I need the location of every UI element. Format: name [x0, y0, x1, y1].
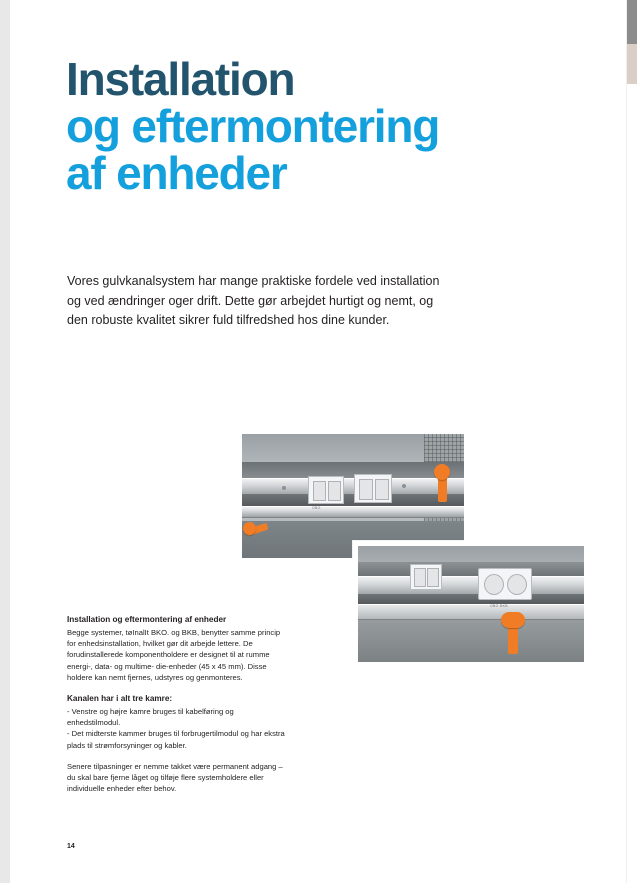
page-title: [66, 53, 566, 199]
right-margin-bar-bottom: [627, 84, 637, 883]
holder-slot: [427, 568, 439, 587]
trunking-imprint-label: OBO BKB: [490, 604, 508, 608]
body-column: [67, 614, 289, 804]
screw-head: [282, 486, 286, 490]
holder-slot: [414, 568, 426, 587]
right-margin-rule: [626, 0, 627, 883]
socket-round-1: [484, 574, 504, 595]
socket-round-2: [507, 574, 527, 595]
intro-paragraph: Vores gulvkanalsystem har mange praktiske fordele ved installation og ved ændringer oger drift. Dette gør arbejdet hurtigt og nemt, og den robuste kvalitet sikrer fuld tilfredshed hos dine kunder.: [67, 274, 440, 327]
section-list: [67, 706, 289, 751]
right-margin-bar-middle: [627, 44, 637, 84]
screw-head: [402, 484, 406, 488]
right-margin-bar-top: [627, 0, 637, 44]
section-heading-1: Installation og eftermontering af enheder: [67, 615, 227, 624]
orange-knob-right: [434, 464, 450, 480]
trunking-rail-shadow: [242, 494, 464, 506]
section-heading-2: Kanalen har i alt tre kamre:: [67, 694, 173, 704]
holder-slot: [313, 481, 326, 501]
trunking-channel-back: [358, 562, 584, 576]
trunking-imprint-label: OBO: [312, 506, 321, 510]
main-photo: [242, 434, 464, 558]
orange-knob: [501, 612, 525, 628]
photo-floor: [358, 613, 584, 662]
left-margin-bar: [0, 0, 10, 883]
title-line-1: Installation: [66, 53, 295, 105]
trunking-rail-lower: [242, 506, 464, 518]
component-holder-1: [308, 476, 344, 504]
section-paragraph-1: Begge systemer, tøInalIt BKO. og BKB, benytter samme princip for enhedsinstallation, hvilket gør dit arbejde lettere. De forudinstallerede komponentholdere er designet til at rumme energi-, data- og multime- die-enheder (45 x 45 mm). Disse holdere kan nemt fjernes, udstyres og genmonteres.: [67, 628, 281, 682]
holder-slot: [375, 479, 389, 500]
section-paragraph-3: Senere tilpasninger er nemme takket være permanent adgang – du skal bare fjerne låget og tilføje flere systemholdere eller individuelle enheder efter behov.: [67, 761, 283, 794]
inset-photo: [355, 543, 584, 662]
trunking-rail-shadow: [358, 594, 584, 604]
list-item: - Det midterste kammer bruges til forbrugertilmodul og har ekstra plads til strømforsyninger og kabler.: [67, 729, 285, 750]
page-number: 14: [67, 843, 75, 850]
holder-slot: [359, 479, 373, 500]
list-item: - Venstre og højre kamre bruges til kabelføring og enhedstilmodul.: [67, 707, 234, 728]
title-line-3: af enheder: [66, 147, 287, 199]
component-holder-2: [354, 474, 392, 503]
trunking-rail-lower: [358, 604, 584, 620]
title-line-2: og eftermontering: [66, 100, 440, 152]
orange-knob-left: [243, 522, 256, 535]
trunking-rail-top: [358, 576, 584, 596]
holder-slot: [328, 481, 341, 501]
component-holder-1: [410, 564, 442, 590]
socket-outlet-module: [478, 568, 532, 600]
trunking-channel-back: [242, 462, 464, 478]
